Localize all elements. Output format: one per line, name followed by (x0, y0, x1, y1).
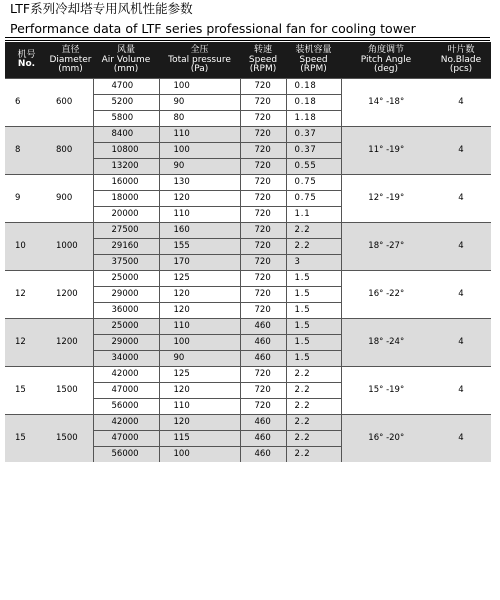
cell-speed: 720 (240, 366, 286, 382)
fan-model-block (5, 222, 491, 270)
header-pitch-angle (341, 42, 431, 78)
cell-total-pressure: 80 (159, 110, 240, 126)
header-diameter (48, 42, 93, 78)
cell-installed-capacity: 1.5 (286, 302, 341, 318)
table-row (5, 126, 491, 142)
cell-installed-capacity: 2.2 (286, 398, 341, 414)
cell-blade-count: 4 (431, 126, 491, 174)
header-label-cn: 角度调节 (367, 45, 404, 55)
cell-air-volume: 29000 (93, 286, 159, 302)
cell-speed: 720 (240, 142, 286, 158)
header-unit: (pcs) (449, 64, 473, 74)
header-label-cn: 叶片数 (447, 45, 475, 55)
cell-total-pressure: 100 (159, 446, 240, 462)
cell-air-volume: 16000 (93, 174, 159, 190)
cell-installed-capacity: 1.1 (286, 206, 341, 222)
cell-total-pressure: 125 (159, 366, 240, 382)
cell-machine-no: 9 (5, 174, 48, 222)
table-row (5, 414, 491, 430)
header-label-cn: 风量 (116, 45, 135, 55)
table-row (5, 78, 491, 94)
cell-machine-no: 10 (5, 222, 48, 270)
cell-air-volume: 37500 (93, 254, 159, 270)
performance-table (5, 42, 491, 462)
header-label-en: Speed (299, 54, 328, 65)
cell-total-pressure: 155 (159, 238, 240, 254)
header-unit: (mm) (58, 64, 83, 74)
cell-speed: 720 (240, 238, 286, 254)
cell-installed-capacity: 1.5 (286, 286, 341, 302)
cell-installed-capacity: 1.5 (286, 270, 341, 286)
cell-blade-count: 4 (431, 414, 491, 462)
fan-model-block (5, 414, 491, 462)
cell-diameter: 1500 (48, 414, 93, 462)
cell-pitch-angle: 18° -24° (341, 318, 431, 366)
title-english: Performance data of LTF series professional fan for cooling tower (10, 21, 416, 36)
cell-blade-count: 4 (431, 78, 491, 126)
cell-speed: 720 (240, 254, 286, 270)
fan-model-block (5, 126, 491, 174)
header-label-cn: 全压 (190, 45, 209, 55)
cell-installed-capacity: 0.55 (286, 158, 341, 174)
cell-installed-capacity: 2.2 (286, 414, 341, 430)
cell-total-pressure: 120 (159, 190, 240, 206)
fan-model-block (5, 174, 491, 222)
cell-installed-capacity: 2.2 (286, 446, 341, 462)
cell-installed-capacity: 2.2 (286, 430, 341, 446)
header-label-en: Total pressure (168, 54, 231, 65)
cell-air-volume: 5800 (93, 110, 159, 126)
cell-installed-capacity: 2.2 (286, 382, 341, 398)
cell-installed-capacity: 1.5 (286, 318, 341, 334)
cell-blade-count: 4 (431, 366, 491, 414)
cell-total-pressure: 130 (159, 174, 240, 190)
header-label-en: No. (17, 59, 36, 70)
cell-installed-capacity: 1.5 (286, 334, 341, 350)
header-installed-capacity (286, 42, 341, 78)
fan-model-block (5, 366, 491, 414)
cell-air-volume: 36000 (93, 302, 159, 318)
cell-installed-capacity: 1.18 (286, 110, 341, 126)
table-row (5, 222, 491, 238)
cell-speed: 720 (240, 382, 286, 398)
cell-installed-capacity: 1.5 (286, 350, 341, 366)
cell-air-volume: 27500 (93, 222, 159, 238)
cell-speed: 720 (240, 158, 286, 174)
cell-total-pressure: 120 (159, 302, 240, 318)
cell-speed: 460 (240, 334, 286, 350)
cell-diameter: 800 (48, 126, 93, 174)
table-row (5, 366, 491, 382)
cell-speed: 720 (240, 302, 286, 318)
cell-installed-capacity: 0.18 (286, 78, 341, 94)
cell-blade-count: 4 (431, 222, 491, 270)
cell-speed: 460 (240, 414, 286, 430)
cell-total-pressure: 90 (159, 158, 240, 174)
cell-speed: 460 (240, 430, 286, 446)
fan-model-block (5, 318, 491, 366)
header-label-en: Air Volume (101, 54, 151, 65)
cell-air-volume: 42000 (93, 414, 159, 430)
header-label-cn: 转速 (253, 45, 272, 55)
table-row (5, 270, 491, 286)
cell-installed-capacity: 2.2 (286, 366, 341, 382)
cell-speed: 720 (240, 94, 286, 110)
cell-air-volume: 18000 (93, 190, 159, 206)
cell-total-pressure: 120 (159, 286, 240, 302)
cell-speed: 720 (240, 126, 286, 142)
header-label-en: Diameter (49, 54, 92, 65)
cell-installed-capacity: 0.75 (286, 190, 341, 206)
cell-speed: 720 (240, 190, 286, 206)
cell-total-pressure: 100 (159, 142, 240, 158)
cell-air-volume: 34000 (93, 350, 159, 366)
table-row (5, 318, 491, 334)
header-unit: (RPM) (300, 64, 327, 74)
cell-speed: 720 (240, 78, 286, 94)
cell-speed: 720 (240, 206, 286, 222)
cell-air-volume: 56000 (93, 398, 159, 414)
header-label-en: Speed (248, 54, 278, 65)
header-label-cn: 直径 (61, 45, 80, 55)
cell-air-volume: 5200 (93, 94, 159, 110)
header-label-en: Pitch Angle (360, 54, 412, 65)
cell-total-pressure: 170 (159, 254, 240, 270)
cell-total-pressure: 90 (159, 94, 240, 110)
cell-air-volume: 56000 (93, 446, 159, 462)
header-label-cn: 机号 (17, 49, 36, 60)
cell-air-volume: 20000 (93, 206, 159, 222)
cell-speed: 720 (240, 110, 286, 126)
cell-speed: 460 (240, 350, 286, 366)
cell-pitch-angle: 11° -19° (341, 126, 431, 174)
cell-pitch-angle: 14° -18° (341, 78, 431, 126)
cell-pitch-angle: 15° -19° (341, 366, 431, 414)
cell-air-volume: 13200 (93, 158, 159, 174)
cell-machine-no: 15 (5, 414, 48, 462)
cell-pitch-angle: 18° -27° (341, 222, 431, 270)
header-unit: (mm) (113, 64, 139, 74)
cell-air-volume: 4700 (93, 78, 159, 94)
cell-speed: 720 (240, 174, 286, 190)
cell-total-pressure: 100 (159, 334, 240, 350)
table-row (5, 174, 491, 190)
header-air-volume (93, 42, 159, 78)
cell-total-pressure: 100 (159, 78, 240, 94)
cell-pitch-angle: 16° -22° (341, 270, 431, 318)
cell-air-volume: 8400 (93, 126, 159, 142)
fan-model-block (5, 78, 491, 126)
cell-blade-count: 4 (431, 174, 491, 222)
cell-pitch-angle: 12° -19° (341, 174, 431, 222)
cell-total-pressure: 120 (159, 414, 240, 430)
cell-air-volume: 47000 (93, 430, 159, 446)
header-label-cn: 装机容量 (295, 45, 332, 55)
header-unit: (RPM) (249, 64, 277, 74)
cell-speed: 720 (240, 398, 286, 414)
cell-air-volume: 29160 (93, 238, 159, 254)
cell-total-pressure: 110 (159, 206, 240, 222)
header-total-pressure (159, 42, 240, 78)
cell-installed-capacity: 2.2 (286, 238, 341, 254)
cell-diameter: 1200 (48, 270, 93, 318)
cell-speed: 460 (240, 446, 286, 462)
cell-air-volume: 10800 (93, 142, 159, 158)
cell-pitch-angle: 16° -20° (341, 414, 431, 462)
cell-installed-capacity: 2.2 (286, 222, 341, 238)
cell-total-pressure: 120 (159, 382, 240, 398)
header-row (5, 42, 491, 78)
title-chinese: LTF系列冷却塔专用风机性能参数 (10, 1, 193, 16)
cell-air-volume: 29000 (93, 334, 159, 350)
header-blade-count (431, 42, 491, 78)
cell-blade-count: 4 (431, 270, 491, 318)
header-label-en: No.Blade (440, 54, 482, 65)
cell-diameter: 1200 (48, 318, 93, 366)
title-rule-lower (5, 40, 490, 41)
cell-installed-capacity: 0.37 (286, 142, 341, 158)
cell-diameter: 600 (48, 78, 93, 126)
cell-total-pressure: 110 (159, 318, 240, 334)
header-machine-no (5, 42, 48, 78)
title-rule-upper (5, 37, 490, 38)
cell-total-pressure: 115 (159, 430, 240, 446)
cell-machine-no: 15 (5, 366, 48, 414)
cell-total-pressure: 110 (159, 398, 240, 414)
cell-speed: 720 (240, 222, 286, 238)
cell-air-volume: 47000 (93, 382, 159, 398)
cell-machine-no: 8 (5, 126, 48, 174)
table-header (5, 42, 491, 78)
cell-installed-capacity: 0.18 (286, 94, 341, 110)
cell-installed-capacity: 0.75 (286, 174, 341, 190)
cell-installed-capacity: 0.37 (286, 126, 341, 142)
header-unit: (deg) (374, 64, 398, 74)
cell-machine-no: 12 (5, 270, 48, 318)
cell-total-pressure: 90 (159, 350, 240, 366)
cell-speed: 720 (240, 286, 286, 302)
cell-diameter: 1000 (48, 222, 93, 270)
cell-total-pressure: 125 (159, 270, 240, 286)
cell-machine-no: 6 (5, 78, 48, 126)
header-unit: (Pa) (190, 64, 209, 74)
cell-air-volume: 42000 (93, 366, 159, 382)
cell-machine-no: 12 (5, 318, 48, 366)
cell-diameter: 1500 (48, 366, 93, 414)
fan-model-block (5, 270, 491, 318)
cell-installed-capacity: 3 (286, 254, 341, 270)
cell-diameter: 900 (48, 174, 93, 222)
cell-total-pressure: 160 (159, 222, 240, 238)
cell-speed: 460 (240, 318, 286, 334)
cell-blade-count: 4 (431, 318, 491, 366)
header-speed (240, 42, 286, 78)
cell-air-volume: 25000 (93, 270, 159, 286)
cell-air-volume: 25000 (93, 318, 159, 334)
cell-total-pressure: 110 (159, 126, 240, 142)
cell-speed: 720 (240, 270, 286, 286)
